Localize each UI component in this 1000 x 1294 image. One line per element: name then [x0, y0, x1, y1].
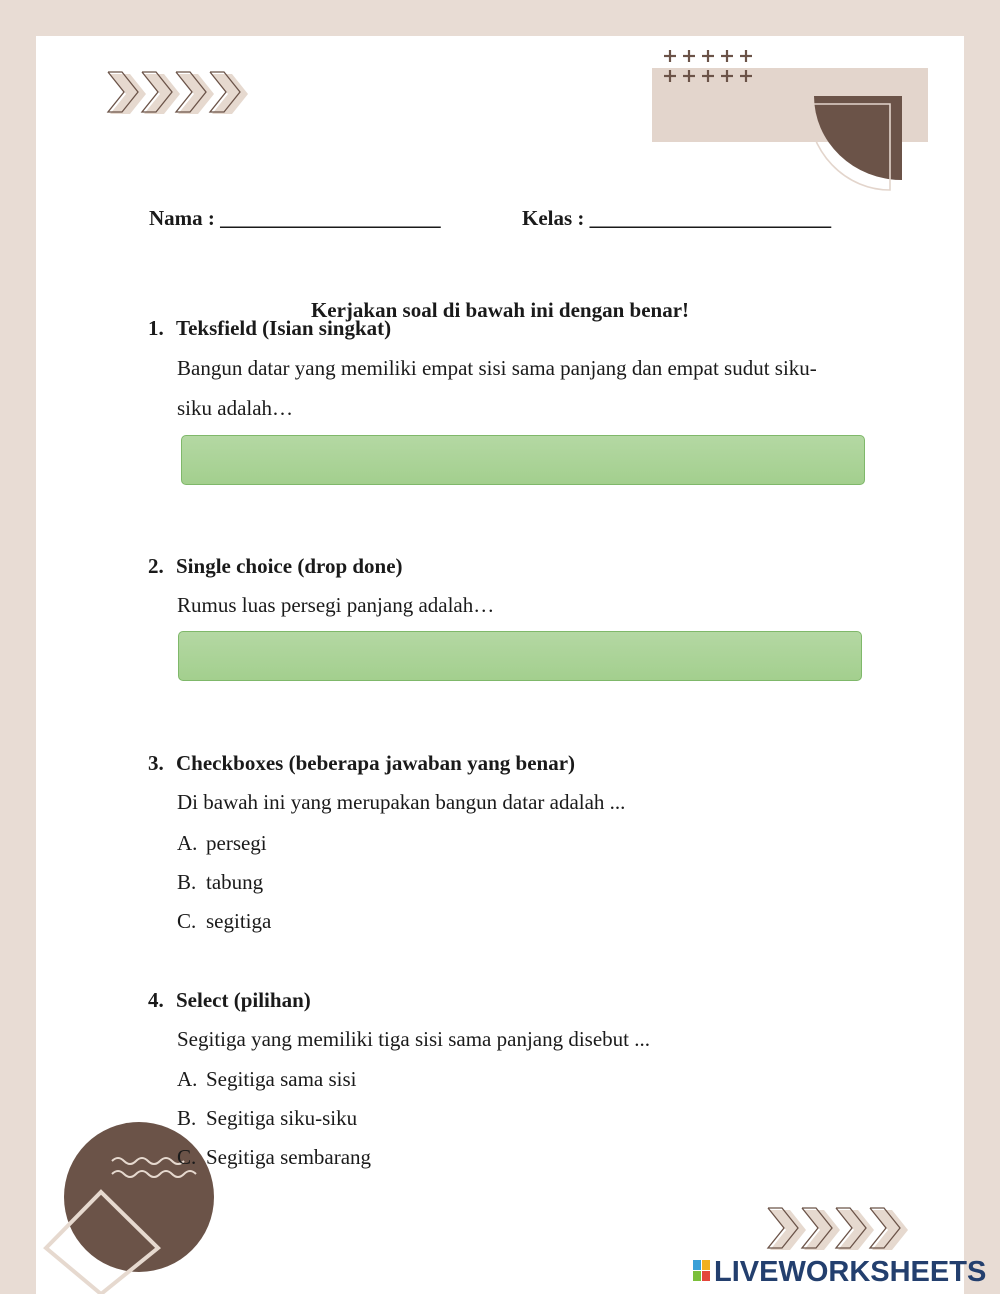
- question-4-text: Segitiga yang memiliki tiga sisi sama panjang disebut ...: [177, 1027, 651, 1051]
- corner-decoration: [646, 44, 946, 204]
- option-letter: A.: [177, 1067, 198, 1091]
- option-text: Segitiga sama sisi: [206, 1067, 357, 1091]
- question-3-option-b[interactable]: [177, 870, 263, 895]
- chevrons-decoration: [96, 68, 256, 128]
- option-text: Segitiga siku-siku: [206, 1106, 358, 1130]
- option-letter: C.: [177, 909, 197, 933]
- option-text: persegi: [206, 831, 267, 855]
- instruction-heading: Kerjakan soal di bawah ini dengan benar!: [310, 298, 690, 322]
- question-1-title-text: Teksfield (Isian singkat): [176, 316, 392, 340]
- question-3-option-c[interactable]: [177, 909, 271, 934]
- question-1-text-line2: siku adalah…: [177, 396, 294, 420]
- question-1-answer-field[interactable]: [181, 435, 865, 485]
- liveworksheets-logo[interactable]: LIVEWORKSHEETS: [714, 1256, 987, 1288]
- question-1-title: [148, 316, 391, 341]
- liveworksheets-badge-icon: [693, 1260, 711, 1282]
- chevrons-decoration-bottom: [756, 1204, 916, 1264]
- option-letter: B.: [177, 870, 197, 894]
- option-letter: C.: [177, 1145, 197, 1169]
- class-field-label: Kelas : _______________________: [522, 206, 832, 230]
- question-1-number: 1.: [148, 316, 164, 340]
- worksheet-page: [36, 36, 964, 1294]
- option-letter: B.: [177, 1106, 197, 1130]
- question-3-title-text: Checkboxes (beberapa jawaban yang benar): [176, 751, 576, 775]
- question-4-option-c[interactable]: [177, 1145, 371, 1170]
- question-2-text: Rumus luas persegi panjang adalah…: [177, 593, 495, 617]
- option-text: Segitiga sembarang: [206, 1145, 372, 1169]
- option-letter: A.: [177, 831, 198, 855]
- question-1-text-line1: Bangun datar yang memiliki empat sisi sama panjang dan empat sudut siku-: [177, 356, 817, 380]
- question-4-option-a[interactable]: [177, 1067, 357, 1092]
- question-4-number: 4.: [148, 988, 164, 1012]
- question-3-title: [148, 751, 575, 776]
- option-text: segitiga: [206, 909, 272, 933]
- question-3-option-a[interactable]: [177, 831, 267, 856]
- question-2-answer-dropdown[interactable]: [178, 631, 862, 681]
- question-2-title-text: Single choice (drop done): [176, 554, 403, 578]
- question-2-title: [148, 554, 403, 579]
- question-3-text: Di bawah ini yang merupakan bangun datar adalah ...: [177, 790, 626, 814]
- name-field-label: Nama : _____________________: [149, 206, 441, 230]
- question-3-number: 3.: [148, 751, 164, 775]
- circle-decoration: [36, 1116, 266, 1294]
- question-2-number: 2.: [148, 554, 164, 578]
- option-text: tabung: [206, 870, 264, 894]
- question-4-title: [148, 988, 311, 1013]
- question-4-title-text: Select (pilihan): [176, 988, 311, 1012]
